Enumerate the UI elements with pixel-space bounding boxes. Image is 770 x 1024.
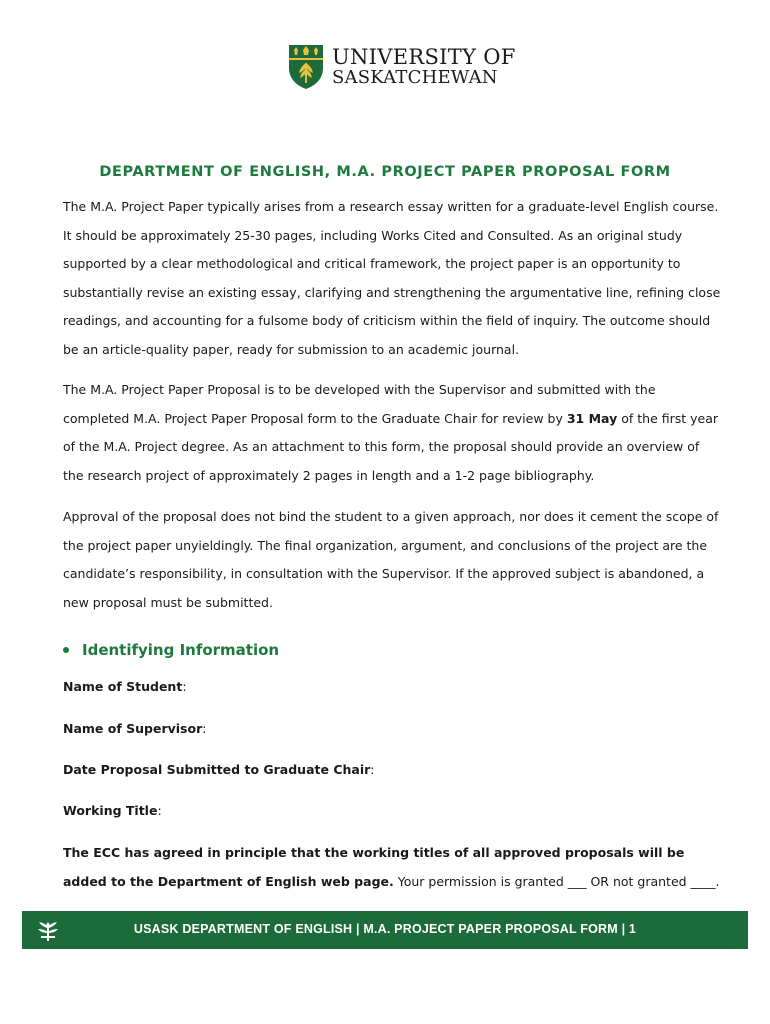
field-date-submitted[interactable]: Date Proposal Submitted to Graduate Chair:: [63, 762, 375, 777]
deadline-date: 31 May: [566, 410, 618, 426]
bullet-icon: [63, 647, 69, 653]
identifying-info-section: [63, 641, 279, 659]
footer-text: USASK DEPARTMENT OF ENGLISH | M.A. PROJECT PAPER PROPOSAL FORM | 1: [133, 922, 637, 936]
logo-text-line2: SASKATCHEWAN: [332, 67, 498, 88]
proposal-text-start: The M.A. Project Paper Proposal is to be developed with the Supervisor and submitted with the completed M.A. Project Paper Proposal form to the Graduate Chair for review by: [63, 382, 656, 426]
field-supervisor-name[interactable]: Name of Supervisor:: [63, 721, 207, 736]
ecc-permission-options: Your permission is granted ___ OR not granted ____.: [393, 873, 720, 889]
proposal-paragraph: [63, 376, 723, 490]
section-heading: Identifying Information: [82, 641, 280, 659]
approval-paragraph: Approval of the proposal does not bind the student to a given approach, nor does it cement the scope of the project paper unyieldingly. The final organization, argument, and conclusions of the project are the candidate’s responsibility, in consultation with the Supervisor. If the approved subject is abandoned, a new proposal must be submitted.: [63, 509, 719, 610]
ecc-bold-text: The ECC has agreed in principle that the working titles of all approved proposals will be added to the Department of English web page.: [63, 845, 685, 889]
university-logo: [288, 44, 516, 90]
logo-text-line1: UNIVERSITY OF: [332, 45, 516, 69]
field-working-title[interactable]: Working Title:: [63, 803, 162, 818]
field-label: Name of Supervisor: [63, 721, 203, 736]
intro-paragraph: The M.A. Project Paper typically arises from a research essay written for a graduate-level English course. It should be approximately 25-30 pages, including Works Cited and Consulted. As an original study supported by a clear methodological and critical framework, the project paper is an opportunity to substantially revise an existing essay, clarifying and strengthening the argumentative line, refining close readings, and accounting for a fulsome body of criticism within the field of inquiry. The outcome should be an article-quality paper, ready for submission to an academic journal.: [63, 199, 721, 357]
university-shield-icon: [288, 44, 324, 90]
field-label: Working Title: [63, 803, 158, 818]
proposal-text-end: of the first year of the M.A. Project degree. As an attachment to this form, the proposal should provide an overview of the research project of approximately 2 pages in length and a 1-2 page bibliography.: [63, 410, 719, 483]
field-label: Name of Student: [63, 679, 183, 694]
field-student-name[interactable]: Name of Student:: [63, 679, 187, 694]
document-title: DEPARTMENT OF ENGLISH, M.A. PROJECT PAPER PROPOSAL FORM: [99, 164, 671, 180]
footer-bar: [22, 911, 748, 949]
field-label: Date Proposal Submitted to Graduate Chair: [63, 762, 371, 777]
ecc-permission-statement: [63, 839, 723, 896]
